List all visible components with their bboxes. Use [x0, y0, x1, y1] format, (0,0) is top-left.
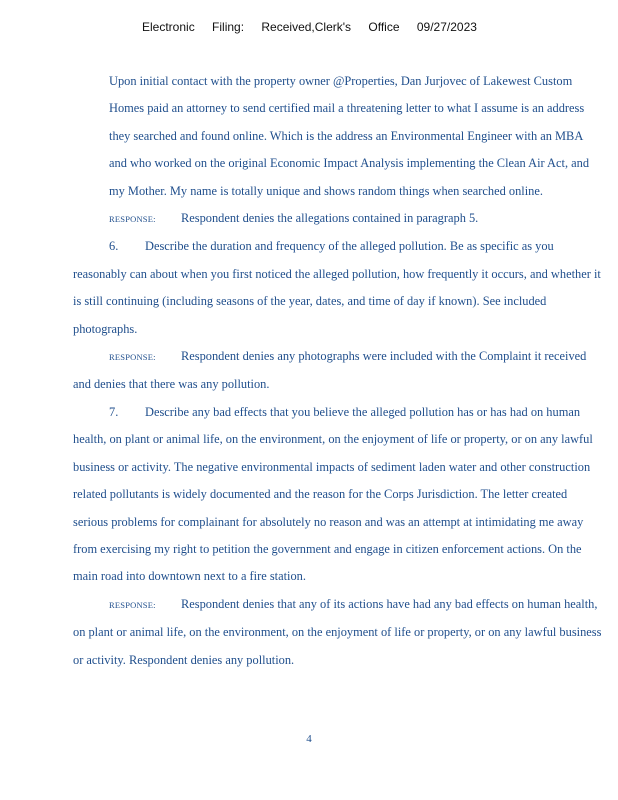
question-7-text: Describe any bad effects that you believe the alleged pollution has or has had on human health, on plant or animal life, on the environment, on the enjoyment of life or property, or on any lawful business or activity. The negative environmental impacts of sediment laden water and other construction related pollutants is widely documented and the reason for the Corps Jurisdiction. The letter created serious problems for complainant for absolutely no reason and was an attempt at intimidating me away from exercising my right to petition the government and engage in citizen enforcement actions. On the main road into downtown next to a fire station. [73, 404, 593, 584]
response-label: RESPONSE: [109, 214, 156, 225]
response-label: RESPONSE: [109, 352, 156, 363]
page-number: 4 [306, 733, 312, 745]
question-7-number: 7. [109, 404, 119, 419]
question-6-number: 6. [109, 239, 119, 254]
response-6-text: Respondent denies any photographs were included with the Complaint it received and denies that there was any pollution. [73, 349, 587, 392]
filing-header [142, 20, 477, 34]
response-label: RESPONSE: [109, 599, 156, 610]
paragraph-5-continued: Upon initial contact with the property owner @Properties, Dan Jurjovec of Lakewest Custom Homes paid an attorney to send certified mail a threatening letter to what I assume is an address they searched and found online. Which is the address an Environmental Engineer with an MBA and who worked on the original Economic Impact Analysis implementing the Clean Air Act, and my Mother. My name is totally unique and shows random things when searched online. [109, 74, 590, 198]
response-7-text: Respondent denies that any of its actions have had any bad effects on human health, on plant or animal life, on the environment, on the enjoyment of life or property, or on any lawful business or activity. Respondent denies any pollution. [73, 596, 602, 667]
response-7 [73, 591, 603, 674]
response-5 [73, 205, 603, 233]
header-electronic: Electronic [142, 20, 195, 34]
header-filing: Filing: [212, 20, 245, 34]
question-7 [73, 399, 603, 591]
question-6-text: Describe the duration and frequency of the alleged pollution. Be as specific as you reasonably can about when you first noticed the alleged pollution, how frequently it occurs, and whether it is still continuing (including seasons of the year, dates, and time of day if known). See included photographs. [73, 239, 601, 336]
question-6 [73, 233, 603, 343]
header-office: Office [368, 20, 400, 34]
response-5-text: Respondent denies the allegations contained in paragraph 5. [181, 211, 479, 226]
header-date: 09/27/2023 [416, 20, 477, 34]
document-body [73, 68, 603, 674]
header-received: Received,Clerk's [261, 20, 352, 34]
response-6 [73, 343, 603, 399]
